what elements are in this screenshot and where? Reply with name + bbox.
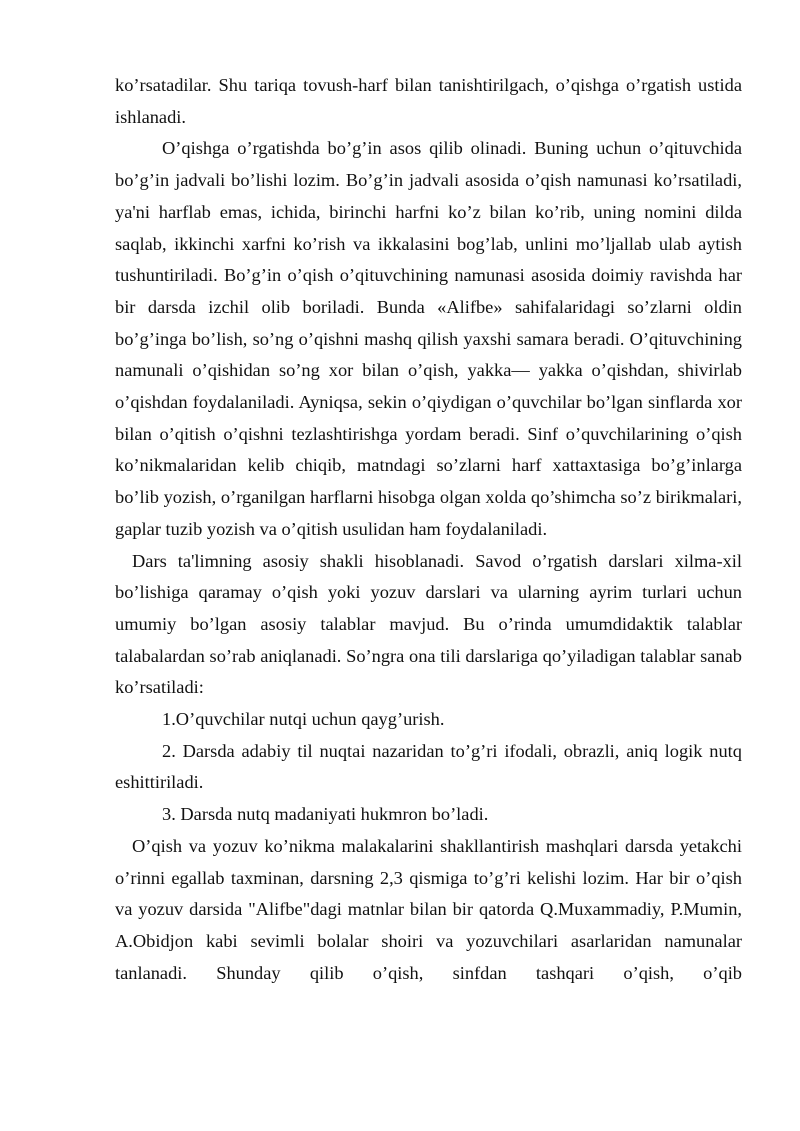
body-text [115,70,742,989]
list-item-1: 1.O’quvchilar nutqi uchun qayg’urish. [162,709,445,730]
list-item-3: 3. Darsda nutq madaniyati hukmron bo’ladi. [162,804,489,825]
paragraph-syllable-reading: O’qishga o’rgatishda bo’g’in asos qilib olinadi. Buning uchun o’qituvchida bo’g’in jadvali bo’lishi lozim. Bo’g’in jadvali asosida o’qish namunasi ko’rsatiladi, ya'ni harflab emas, ichida, birinchi harfni ko’z bilan ko’rib, uning nomini dilda saqlab, ikkinchi xarfni ko’rish va ikkalasini bog’lab, unlini mo’ljallab ulab aytish tushuntiriladi. Bo’g’in o’qish o’qituvchining namunasi asosida doimiy ravishda har bir darsda izchil olib boriladi. Bunda «Alifbe» sahifalaridagi so’zlarni oldin bo’g’inga bo’lish, so’ng o’qishni mashq qilish yaxshi samara beradi. O’qituvchining namunali o’qishidan so’ng xor bilan o’qish, yakka— yakka o’qishdan, shivirlab o’qishdan foydalaniladi. Ayniqsa, sekin o’qiydigan o’quvchilar bo’lgan sinflarda xor bilan o’qitish o’qishni tezlashtirishga yordam beradi. Sinf o’quvchilarining o’qish ko’nikmalaridan kelib chiqib, matndagi so’zlarni harf xattaxtasiga bo’g’inlarga bo’lib yozish, o’rganilgan harflarni hisobga olgan xolda qo’shimcha so’z birikmalari, gaplar tuzib yozish va o’qitish usulidan ham foydalaniladi. [115,138,742,539]
list-item-2: 2. Darsda adabiy til nuqtai nazaridan to’g’ri ifodali, obrazli, aniq logik nutq eshittiriladi. [115,740,742,793]
paragraph-continuation: ko’rsatadilar. Shu tariqa tovush-harf bilan tanishtirilgach, o’qishga o’rgatish ustida ishlanadi. [115,75,742,127]
paragraph-exercises: O’qish va yozuv ko’nikma malakalarini shakllantirish mashqlari darsda yetakchi o’rinni egallab taxminan, darsning 2,3 qismiga to’g’ri kelishi lozim. Har bir o’qish va yozuv darsida "Alifbe"dagi matnlar bilan bir qatorda Q.Muxammadiy, P.Mumin, A.Obidjon kabi sevimli bolalar shoiri va yozuvchilari asarlaridan namunalar tanlanadi. Shunday qilib o’qish, sinfdan tashqari o’qish, o’qib [115,835,742,983]
paragraph-lesson-form: Dars ta'limning asosiy shakli hisoblanadi. Savod o’rgatish darslari xilma-xil bo’lishiga qaramay o’qish yoki yozuv darslari va ularning ayrim turlari uchun umumiy bo’lgan asosiy talablar mavjud. Bu o’rinda umumdidaktik talablar talabalardan so’rab aniqlanadi. So’ngra ona tili darslariga qo’yiladigan talablar sanab ko’rsatiladi: [115,550,742,698]
